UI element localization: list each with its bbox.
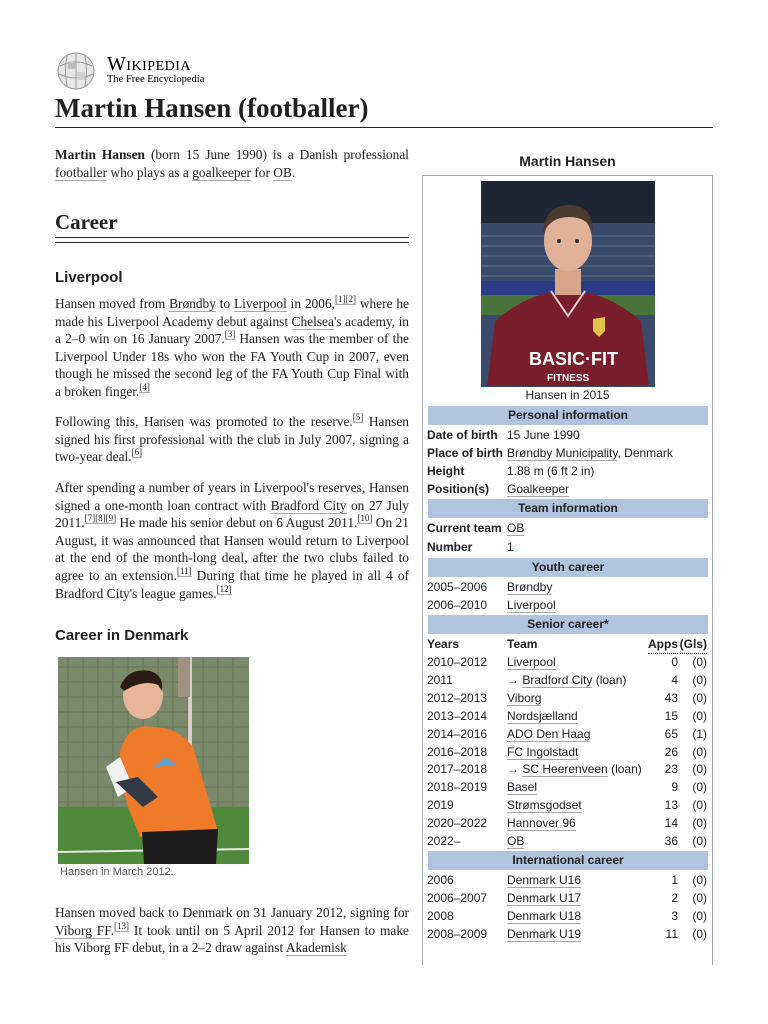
career-team: [507, 743, 578, 761]
career-goals: (1): [692, 726, 707, 741]
infobox-row: [427, 462, 709, 480]
player-portrait-illustration: [481, 181, 655, 387]
career-team: [507, 871, 581, 889]
link-club[interactable]: Denmark U16: [507, 873, 582, 887]
career-apps: 0: [671, 655, 678, 669]
paragraph-2: [55, 413, 409, 466]
reference-link[interactable]: [6]: [131, 447, 143, 458]
career-goals: (0): [692, 762, 707, 777]
link-youth-team[interactable]: Liverpool: [507, 598, 556, 612]
wikipedia-logo[interactable]: [54, 52, 224, 90]
infobox-label: Position(s): [427, 482, 489, 496]
senior-career-row: [427, 707, 709, 725]
career-years: 2018–2019: [427, 780, 488, 795]
senior-column-headers: [427, 635, 709, 653]
career-team: [507, 796, 582, 814]
career-goals: (0): [692, 780, 707, 795]
reference-link[interactable]: [7][8][9]: [84, 513, 117, 524]
career-team: [507, 725, 590, 743]
career-years: 2006–2007: [427, 890, 488, 905]
infobox-label: Height: [427, 464, 465, 478]
intro-text: .: [291, 164, 296, 180]
link-club[interactable]: FC Ingolstadt: [507, 744, 579, 759]
link-club[interactable]: Denmark U18: [507, 908, 582, 923]
career-team: [507, 707, 578, 725]
link-viborg-ff[interactable]: Viborg FF: [55, 922, 111, 938]
career-apps: 3: [671, 908, 678, 923]
subsection-heading-liverpool: Liverpool: [55, 269, 123, 286]
career-goals: (0): [692, 744, 707, 759]
infobox-title: Martin Hansen: [519, 153, 616, 169]
intro-text: who plays as a: [107, 164, 193, 180]
link-goalkeeper[interactable]: goalkeeper: [192, 164, 251, 180]
link-club[interactable]: Bradford City: [522, 672, 593, 687]
career-apps: 65: [664, 726, 678, 741]
infobox-label: Place of birth: [427, 446, 504, 460]
career-years: 2013–2014: [427, 708, 488, 723]
reference-link[interactable]: [12]: [216, 583, 232, 594]
infobox-value: 15 June 1990: [507, 428, 580, 442]
senior-career-row: [427, 725, 709, 743]
infobox-row: [427, 538, 709, 556]
text: 's academy, in a 2–0 win on 16 January 2007.: [55, 313, 409, 347]
career-goals: (0): [692, 834, 707, 848]
link-club[interactable]: Basel: [507, 780, 538, 795]
career-goals: (0): [692, 908, 707, 923]
international-career-row: [427, 871, 709, 889]
career-apps: 23: [664, 762, 678, 777]
career-apps: 36: [664, 834, 678, 848]
career-apps: 14: [664, 816, 678, 831]
text: It took until on 5 April 2012 for Hansen to make his Viborg FF debut, in a 2–2 draw against: [55, 922, 409, 956]
career-years: 2006: [427, 873, 454, 887]
reference-link[interactable]: [3]: [224, 329, 236, 340]
title-divider: [55, 127, 713, 128]
goalkeeper-photo-illustration: [58, 657, 249, 864]
career-goals: (0): [692, 708, 707, 723]
link-club[interactable]: Strømsgodset: [507, 798, 582, 813]
career-goals: (0): [692, 873, 707, 887]
career-apps: 43: [664, 690, 678, 705]
career-years: 2012–2013: [427, 690, 488, 705]
link-club[interactable]: Liverpool: [507, 655, 556, 669]
career-apps: 1: [671, 873, 678, 887]
career-years: 2016–2018: [427, 744, 488, 759]
link-club[interactable]: Denmark U17: [507, 890, 582, 905]
career-years: 2011: [427, 672, 453, 687]
loan-note: (loan): [607, 762, 642, 777]
career-apps: 11: [665, 926, 678, 941]
senior-career-row: [427, 743, 709, 761]
career-team: [507, 578, 552, 596]
photo-caption-2012: Hansen in March 2012.: [60, 866, 174, 878]
senior-career-row: [427, 814, 709, 832]
career-apps: 2: [671, 890, 678, 905]
link-current-team[interactable]: OB: [507, 521, 525, 535]
reference-link[interactable]: [13]: [113, 920, 129, 931]
text: He made his senior debut on 6 August 2011.: [116, 515, 358, 531]
career-team: [507, 778, 537, 796]
link-club[interactable]: ADO Den Haag: [507, 726, 591, 741]
link-club[interactable]: SC Heerenveen: [522, 762, 608, 777]
youth-career-row: [427, 596, 709, 614]
career-team: [507, 889, 581, 907]
reference-link[interactable]: [10]: [357, 513, 373, 524]
career-years: 2005–2006: [427, 580, 488, 594]
reference-link[interactable]: [4]: [139, 381, 150, 392]
text: During that time he played in all 4 of Bradford City's league games.: [55, 567, 409, 601]
link-akademisk[interactable]: Akademisk: [285, 940, 347, 956]
career-goals: (0): [692, 890, 707, 905]
wordmark: Wikipedia: [107, 53, 192, 75]
career-team: [507, 760, 642, 778]
loan-arrow: →: [507, 762, 523, 777]
career-team: [507, 596, 556, 614]
loan-note: (loan): [592, 672, 627, 687]
reference-link[interactable]: [1][2]: [335, 294, 356, 304]
infobox-row: [427, 444, 709, 462]
section-heading-career: Career: [55, 210, 118, 234]
international-career-row: [427, 925, 709, 943]
youth-career-row: [427, 578, 709, 596]
infobox-row: [427, 426, 709, 444]
career-team: [507, 814, 576, 832]
text: on 27 July 2011.: [55, 497, 409, 531]
intro-paragraph: [55, 146, 409, 181]
text: where he made his Liverpool Academy debut against: [55, 296, 409, 329]
text: to: [215, 296, 234, 311]
career-years: 2017–2018: [427, 762, 488, 777]
career-apps: 26: [664, 744, 678, 759]
international-career-row: [427, 907, 709, 925]
puzzle-globe-icon: [54, 52, 98, 90]
infobox-value: [507, 444, 673, 462]
career-years: 2006–2010: [427, 598, 488, 612]
career-years: 2020–2022: [427, 816, 488, 831]
career-team: [507, 689, 541, 707]
infobox-value-suffix: , Denmark: [617, 446, 673, 460]
link-club[interactable]: OB: [507, 834, 525, 848]
career-apps: 15: [664, 708, 678, 723]
career-team: [507, 925, 581, 943]
senior-career-row: [427, 689, 709, 707]
intro-text: for: [250, 164, 274, 180]
photo-hansen-2015[interactable]: [481, 181, 655, 387]
infobox-header-personal: Personal information: [428, 406, 708, 425]
link-youth-team[interactable]: Brøndby: [507, 580, 553, 594]
subsection-heading-denmark: Career in Denmark: [55, 627, 189, 644]
senior-career-row: [427, 796, 709, 814]
link-club[interactable]: Viborg: [507, 690, 542, 705]
infobox-value: [507, 519, 524, 537]
senior-career-row: [427, 671, 709, 689]
text: in 2006,: [286, 296, 335, 311]
text: .: [110, 922, 114, 938]
text: Hansen moved back to Denmark on 31 January 2012, signing for: [55, 905, 409, 920]
text: Hansen moved from: [55, 296, 170, 311]
text: On 21 August, it was announced that Hansen would return to Liverpool at the end of the month-long deal, after the two clubs failed to agree to an extension.: [55, 515, 409, 583]
subject-name: Martin Hansen: [55, 147, 146, 162]
career-years: 2008–2009: [427, 926, 488, 941]
link-chelsea[interactable]: Chelsea: [291, 313, 334, 329]
career-years: 2010–2012: [427, 655, 488, 669]
text: Hansen signed his first professional with the club in July 2007, signing a two-year deal.: [55, 414, 409, 465]
career-apps: 13: [664, 798, 678, 813]
career-goals: (0): [692, 672, 707, 687]
senior-career-row: [427, 653, 709, 671]
career-team: [507, 671, 626, 689]
text: Hansen was the member of the Liverpool Under 18s who won the FA Youth Cup in 2007, even though he missed the second leg of the FA Youth Cup Final with a broken finger.: [55, 331, 409, 399]
link-brondby-municipality[interactable]: Brøndby Municipality: [507, 446, 618, 460]
svg-text:BASIC·FIT: BASIC·FIT: [529, 349, 618, 369]
career-years: 2022–: [427, 834, 461, 848]
col-team: Team: [507, 637, 538, 651]
career-goals: (0): [692, 655, 707, 669]
career-years: 2008: [427, 908, 454, 923]
text: Following this, Hansen was promoted to the reserve.: [55, 414, 353, 429]
section-divider: [55, 237, 409, 238]
link-ob[interactable]: OB: [273, 164, 292, 180]
career-team: [507, 653, 556, 671]
reference-link[interactable]: [11]: [176, 565, 192, 576]
infobox-value: [507, 480, 569, 498]
svg-text:FITNESS: FITNESS: [547, 373, 590, 384]
page-title: Martin Hansen (footballer): [55, 93, 369, 123]
career-apps: 4: [671, 672, 678, 687]
col-apps[interactable]: Apps: [648, 635, 678, 654]
link-club[interactable]: Denmark U19: [507, 926, 582, 941]
infobox-header-youth: Youth career: [428, 558, 708, 577]
senior-career-row: [427, 832, 709, 850]
photo-hansen-2012[interactable]: [58, 657, 249, 864]
career-team: [507, 832, 524, 850]
paragraph-3: [55, 479, 409, 602]
link-footballer[interactable]: footballer: [55, 164, 108, 180]
link-brondby[interactable]: Brøndby: [169, 296, 216, 311]
col-goals[interactable]: (Gls): [680, 635, 707, 654]
infobox-row: [427, 480, 709, 498]
intro-text: (born 15 June 1990) is a Danish professional: [145, 147, 409, 162]
infobox-label: Number: [427, 540, 473, 554]
career-goals: (0): [692, 926, 707, 941]
tagline: The Free Encyclopedia: [107, 74, 205, 85]
infobox-header-international: International career: [428, 851, 708, 870]
text: After spending a number of years in Liverpool's reserves, Hansen signed a one-month loan contract with: [55, 480, 409, 513]
link-bradford-city[interactable]: Bradford City: [270, 497, 347, 513]
career-goals: (0): [692, 816, 707, 831]
career-team: [507, 907, 581, 925]
link-club[interactable]: Hannover 96: [507, 816, 576, 831]
infobox: [422, 175, 713, 965]
infobox-value: 1: [507, 540, 514, 554]
section-divider: [55, 242, 409, 243]
paragraph-4: [55, 904, 409, 957]
infobox-header-senior: Senior career*: [428, 615, 708, 634]
infobox-header-team: Team information: [428, 499, 708, 518]
link-club[interactable]: Nordsjælland: [507, 708, 578, 723]
career-years: 2014–2016: [427, 726, 488, 741]
international-career-row: [427, 889, 709, 907]
reference-link[interactable]: [5]: [352, 412, 364, 422]
senior-career-row: [427, 778, 709, 796]
link-liverpool[interactable]: Liverpool: [234, 296, 287, 311]
infobox-label: Current team: [427, 521, 502, 535]
career-apps: 9: [671, 780, 678, 795]
career-years: 2019: [427, 798, 454, 813]
career-goals: (0): [692, 690, 707, 705]
infobox-value: 1.88 m (6 ft 2 in): [507, 464, 595, 478]
infobox-row: [427, 519, 709, 537]
loan-arrow: →: [507, 672, 523, 687]
infobox-label: Date of birth: [427, 428, 498, 442]
photo-caption-2015: Hansen in 2015: [525, 388, 610, 402]
paragraph-1: [55, 295, 409, 401]
career-goals: (0): [692, 798, 707, 813]
senior-career-row: [427, 760, 709, 778]
col-years: Years: [427, 637, 460, 651]
link-goalkeeper-position[interactable]: Goalkeeper: [507, 482, 570, 496]
